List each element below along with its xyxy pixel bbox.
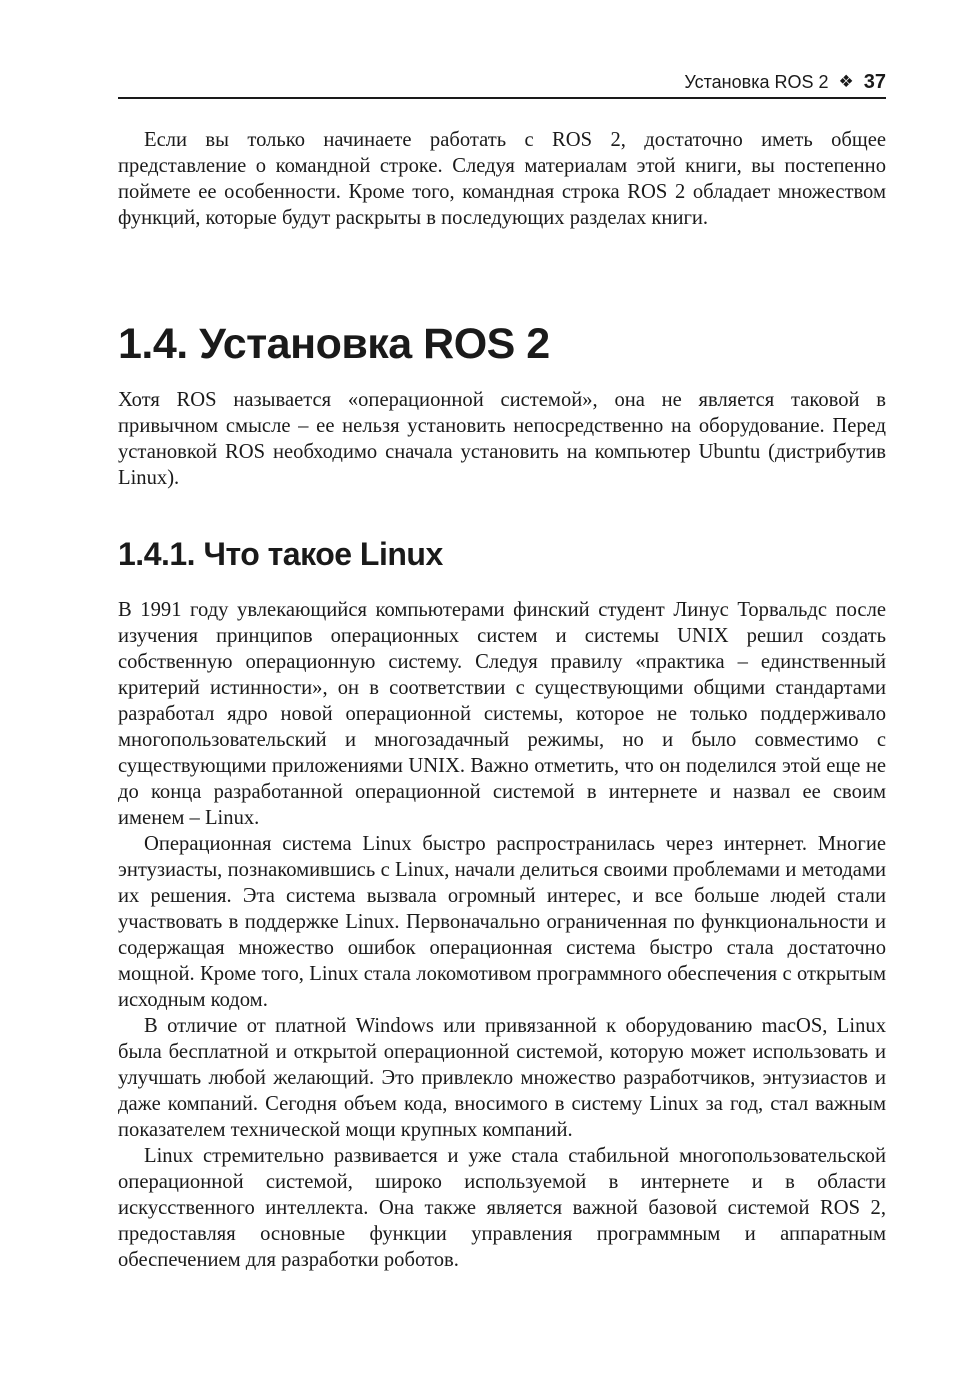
body-paragraph-1: В 1991 году увлекающийся компьютерами финский студент Линус Торвальдс после изучения принципов операционных систем и системы UNIX решил создать собственную операционную систему. Следуя правилу «практика – единственный критерий истинности», он в соответствии с существующими общими стандартами разработал ядро новой операционной системы, которое не только поддерживало многопользовательский и многозадачный режимы, но и было совместимо с существующими приложениями UNIX. Важно отметить, что он поделился этой еще не до конца разработанной операционной системой в интернете и назвал ее своим именем – Linux. (118, 599, 886, 829)
section-paragraph: Хотя ROS называется «операционной системой», она не является таковой в привычном смысле – ее нельзя установить непосредственно на оборудование. Перед установкой ROS необходимо сначала установить на компьютер Ubuntu (дистрибутив Linux). (118, 389, 886, 489)
fleuron-separator-icon: ❖ (838, 72, 854, 91)
page-number: 37 (863, 70, 886, 93)
body-paragraph-2: Операционная система Linux быстро распространилась через интернет. Многие энтузиасты, познакомившись с Linux, начали делиться своими проблемами и методами их решения. Эта система вызвала огромный интерес, и все больше людей стали участвовать в поддержке Linux. Первоначально ограниченная по функциональности и содержащая множество ошибок операционная система быстро стала достаточно мощной. Кроме того, Linux стала локомотивом программного обеспечения с открытым исходным кодом. (118, 833, 886, 1011)
intro-block (118, 127, 886, 231)
section-block (118, 387, 886, 491)
header-rule (118, 97, 886, 99)
subsection-body (118, 597, 886, 1273)
body-paragraph-3: В отличие от платной Windows или привязанной к оборудованию macOS, Linux была бесплатной и открытой операционной системой, которую может использовать и улучшать любой желающий. Это привлекло множество разработчиков, энтузиастов и даже компаний. Сегодня объем кода, вносимого в систему Linux за год, стал важным показателем технической мощи крупных компаний. (118, 1015, 886, 1141)
section-heading: 1.4. Установка ROS 2 (118, 320, 550, 368)
subsection-heading: 1.4.1. Что такое Linux (118, 536, 443, 572)
body-paragraph-4: Linux стремительно развивается и уже стала стабильной многопользовательской операционной системой, широко используемой в интернете и в области искусственного интеллекта. Она также является важной базовой системой ROS 2, предоставляя основные функции управления программным и аппаратным обеспечением для разработки роботов. (118, 1145, 886, 1271)
running-head (118, 68, 886, 96)
running-title: Установка ROS 2 (684, 71, 829, 92)
intro-paragraph: Если вы только начинаете работать с ROS 2, достаточно иметь общее представление о командной строке. Следуя материалам этой книги, вы постепенно поймете ее особенности. Кроме того, командная строка ROS 2 обладает множеством функций, которые будут раскрыты в последующих разделах книги. (118, 129, 886, 229)
